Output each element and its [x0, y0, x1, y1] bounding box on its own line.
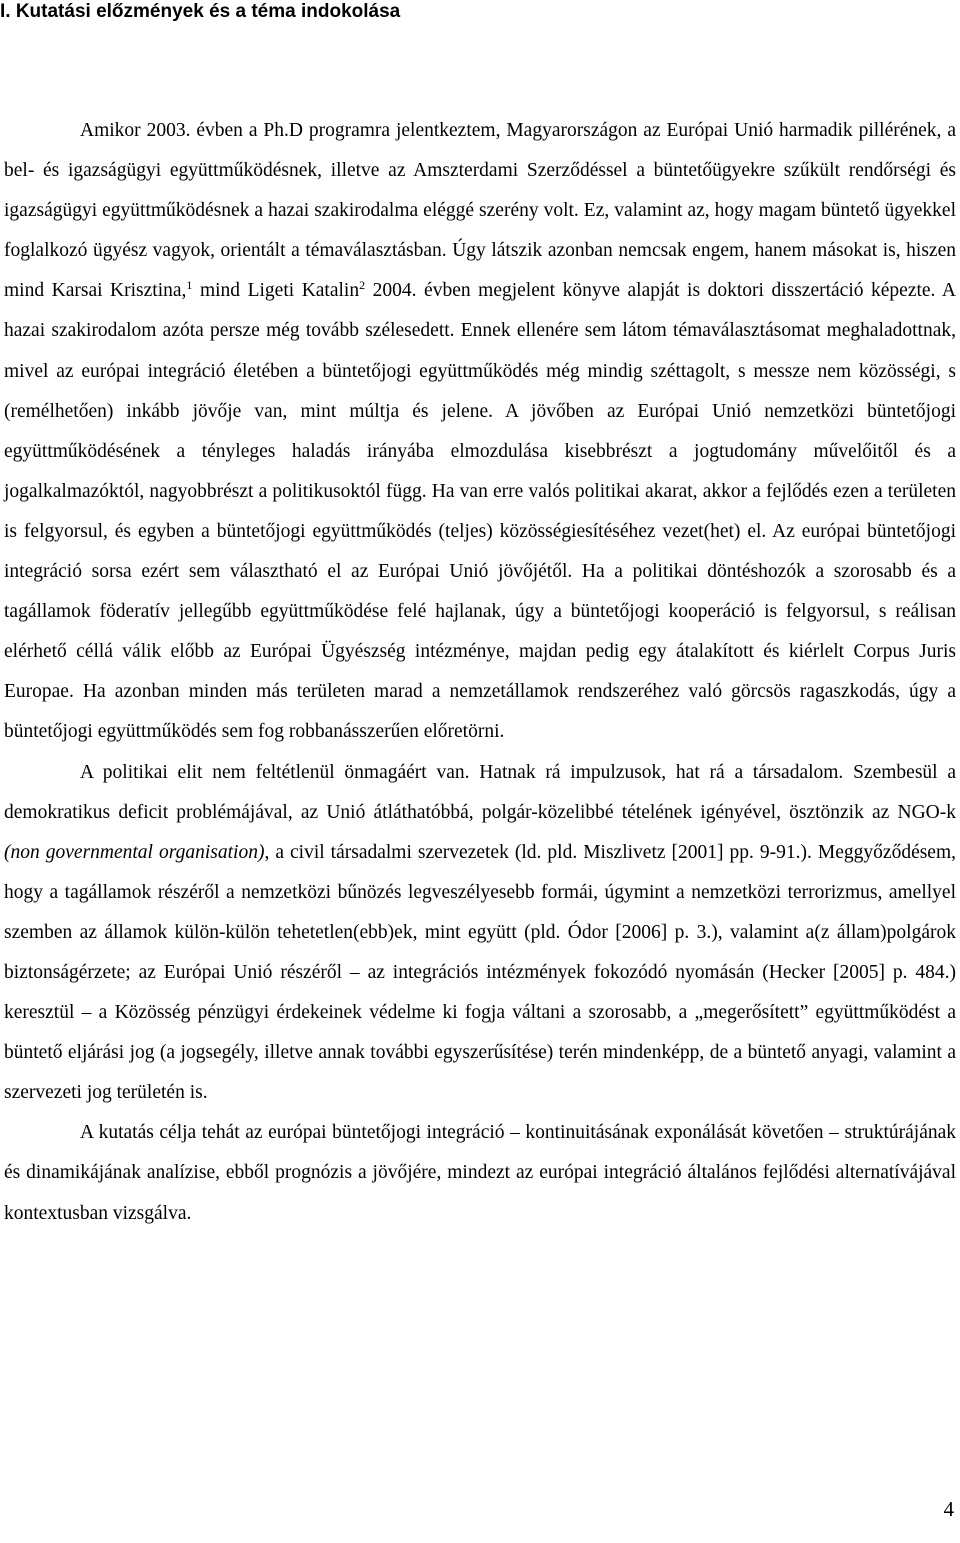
- paragraph-3: [4, 1113, 956, 1233]
- section-heading: I. Kutatási előzmények és a téma indokolása: [0, 1, 401, 22]
- paragraph-3-text: A kutatás célja tehát az európai büntetőjogi integráció – kontinuitásának exponálását követően – struktúrájának és dinamikájának analízise, ebből prognózis a jövőjére, mindezt az európai integráció általános fejlődési alternatívájával kontextusban vizsgálva.: [4, 1122, 956, 1224]
- footnote-ref-2[interactable]: 2: [359, 278, 366, 293]
- body-text: [4, 111, 956, 1234]
- paragraph-2-text-b: , a civil társadalmi szervezetek (ld. pld. Miszlivetz [2001] pp. 9-91.). Meggyőződésem, hogy a tagállamok részéről a nemzetközi bűnözés legveszélyesebb formái, úgymint a nemzetközi terrorizmus, amellyel szemben az államok külön-külön tehetetlen(ebb)ek, mint együtt (pld. Ódor [2006] p. 3.), valamint a(z állam)polgárok biztonságérzete; az Európai Unió részéről – az integrációs intézmények fokozódó nyomásán (Hecker [2005] p. 484.) keresztül – a Közösség pénzügyi érdekeinek védelme ki fogja váltani a szorosabb, a „megerősített” együttműködést a büntető eljárási jog (a jogsegély, illetve annak további egyszerűsítése) terén mindenképp, de a büntető anyagi, valamint a szervezeti jog területén is.: [4, 841, 957, 1104]
- paragraph-2-text-a: A politikai elit nem feltétlenül önmagáért van. Hatnak rá impulzusok, hat rá a társadalom. Szembesül a demokratikus deficit problémájával, az Unió átláthatóbbá, polgár-közelibbé tételének igényével, ösztönzik az NGO-k: [4, 761, 956, 823]
- paragraph-1-text-b: mind Ligeti Katalin: [192, 280, 360, 302]
- paragraph-1: [4, 111, 956, 753]
- paragraph-1-text-c: 2004. évben megjelent könyve alapját is doktori disszertáció képezte. A hazai szakirodalom azóta persze még tovább szélesedett. Ennek ellenére sem látom témaválasztásomat meghaladottnak, mivel az európai integráció életében a büntetőjogi együttműködés még mindig széttagolt, s messze nem közösségi, s (remélhetően) inkább jövője van, mint múltja és jelene. A jövőben az Európai Unió nemzetközi büntetőjogi együttműködésének a tényleges haladás irányába elmozdulása kisebbrészt a jogtudomány művelőitől és a jogalkalmazóktól, nagyobbrészt a politikusoktól függ. Ha van erre valós politikai akarat, akkor a fejlődés ezen a területen is felgyorsul, és egyben a büntetőjogi együttműködés (teljes) közösségiesítéséhez vezet(het) el. Az európai büntetőjogi integráció sorsa ezért sem választható el az Európai Unió jövőjétől. Ha a politikai döntéshozók a szorosabb és a tagállamok föderatív jellegűbb együttműködése felé hajlanak, úgy a büntetőjogi kooperáció is felgyorsul, s reálisan elérhető céllá válik előbb az Európai Ügyészség intézménye, majdan pedig egy átalakított és kiérlelt Corpus Juris Europae. Ha azonban minden más területen marad a nemzetállamok rendszeréhez való görcsös ragaszkodás, úgy a büntetőjogi együttműködés sem fog robbanásszerűen előretörni.: [4, 280, 956, 743]
- page-number: 4: [943, 1497, 954, 1521]
- footnote-ref-1[interactable]: 1: [186, 278, 193, 293]
- paragraph-1-text-a: Amikor 2003. évben a Ph.D programra jelentkeztem, Magyarországon az Európai Unió harmadik pillérének, a bel- és igazságügyi együttműködésnek, illetve az Amszterdami Szerződéssel a büntetőügyekre szűkült rendőrségi és igazságügyi együttműködésnek a hazai szakirodalma eléggé szerény volt. Ez, valamint az, hogy magam büntető ügyekkel foglalkozó ügyész vagyok, orientált a témaválasztásban. Úgy látszik azonban nemcsak engem, hanem másokat is, hiszen mind Karsai Krisztina,: [4, 120, 956, 302]
- paragraph-2-italic-term: (non governmental organisation): [4, 841, 265, 863]
- paragraph-2: [4, 753, 956, 1114]
